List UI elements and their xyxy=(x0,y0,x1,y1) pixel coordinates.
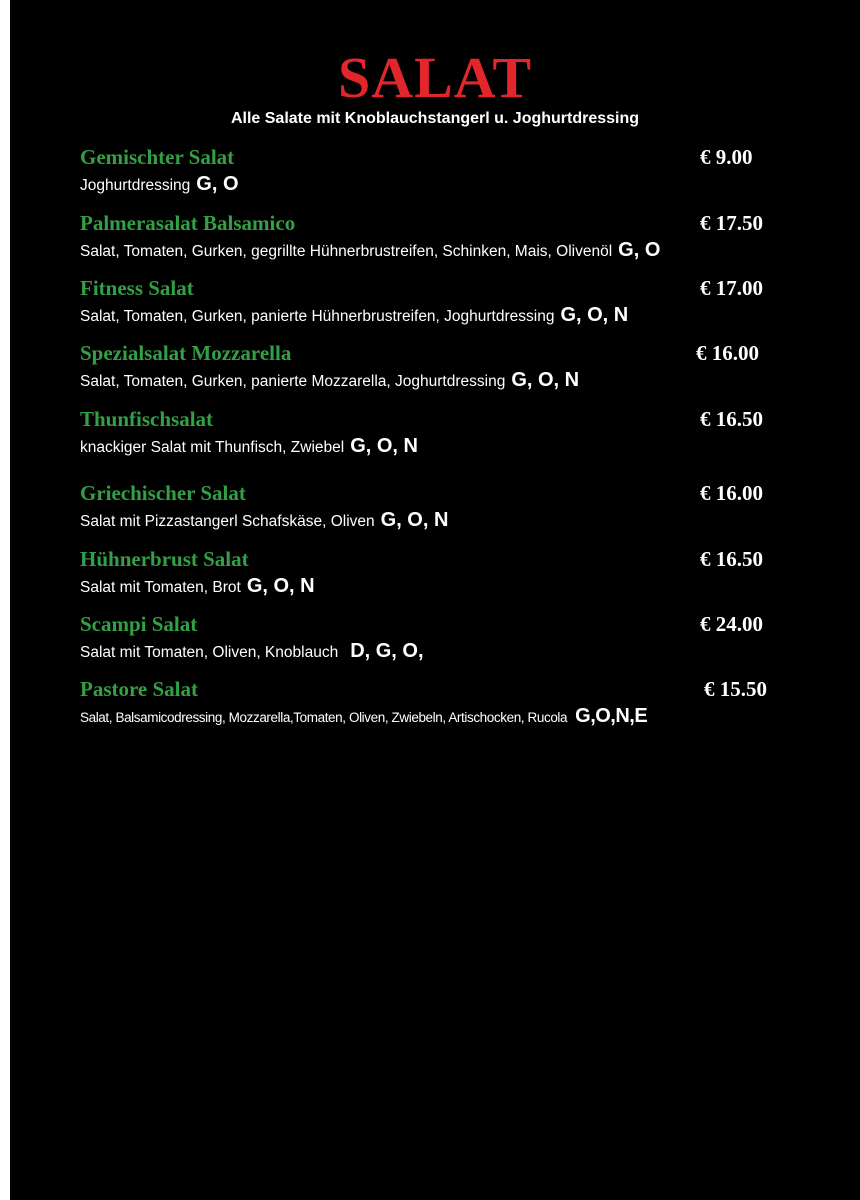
item-price: € 16.50 xyxy=(700,547,763,571)
item-allergens: G,O,N,E xyxy=(575,705,648,727)
item-description-text: Salat, Balsamicodressing, Mozzarella,Tomaten, Oliven, Zwiebeln, Artischocken, Rucola xyxy=(80,710,568,725)
item-name: Pastore Salat xyxy=(80,677,199,701)
item-description xyxy=(80,574,315,600)
item-name: Fitness Salat xyxy=(80,276,194,300)
item-description-text: knackiger Salat mit Thunfisch, Zwiebel xyxy=(80,439,345,456)
item-description-text: Salat, Tomaten, Gurken, gegrillte Hühnerbrustreifen, Schinken, Mais, Olivenöl xyxy=(80,243,613,260)
item-allergens: G, O xyxy=(618,239,661,261)
item-allergens: G, O, N xyxy=(350,435,418,457)
item-allergens: G, O xyxy=(196,173,239,195)
item-allergens: G, O, N xyxy=(380,509,449,531)
item-price: € 17.50 xyxy=(700,211,763,235)
item-allergens: G, O, N xyxy=(511,369,580,391)
item-price: € 17.00 xyxy=(700,276,763,300)
item-price: € 15.50 xyxy=(704,677,767,701)
item-description xyxy=(80,172,239,198)
item-description xyxy=(80,238,660,264)
item-description-text: Salat mit Tomaten, Brot xyxy=(80,579,241,596)
item-price: € 16.00 xyxy=(700,481,763,505)
item-description-text: Joghurtdressing xyxy=(80,177,191,194)
item-price: € 16.50 xyxy=(700,407,763,431)
item-description-text: Salat mit Pizzastangerl Schafskäse, Oliven xyxy=(80,513,375,530)
item-allergens: G, O, N xyxy=(560,304,629,326)
item-name: Palmerasalat Balsamico xyxy=(80,211,296,235)
item-name: Scampi Salat xyxy=(80,612,198,636)
item-description xyxy=(80,508,448,534)
item-name: Gemischter Salat xyxy=(80,145,235,169)
menu-title: SALAT xyxy=(337,45,533,110)
item-allergens: G, O, N xyxy=(246,575,315,597)
item-description xyxy=(80,303,628,329)
menu-subtitle: Alle Salate mit Knoblauchstangerl u. Joghurtdressing xyxy=(230,110,640,127)
item-description xyxy=(80,434,418,460)
item-name: Thunfischsalat xyxy=(80,407,214,431)
item-price: € 9.00 xyxy=(700,145,753,169)
item-description-text: Salat, Tomaten, Gurken, panierte Hühnerbrustreifen, Joghurtdressing xyxy=(80,308,555,325)
item-description xyxy=(80,704,647,730)
item-name: Spezialsalat Mozzarella xyxy=(80,341,292,365)
item-allergens: D, G, O, xyxy=(350,640,424,662)
item-description-text: Salat, Tomaten, Gurken, panierte Mozzarella, Joghurtdressing xyxy=(80,373,506,390)
item-description xyxy=(80,639,424,665)
item-price: € 24.00 xyxy=(700,612,763,636)
item-price: € 16.00 xyxy=(696,341,759,365)
item-description xyxy=(80,368,579,394)
item-name: Hühnerbrust Salat xyxy=(80,547,249,571)
item-name: Griechischer Salat xyxy=(80,481,246,505)
menu-page xyxy=(10,0,860,1200)
item-description-text: Salat mit Tomaten, Oliven, Knoblauch xyxy=(80,644,339,661)
